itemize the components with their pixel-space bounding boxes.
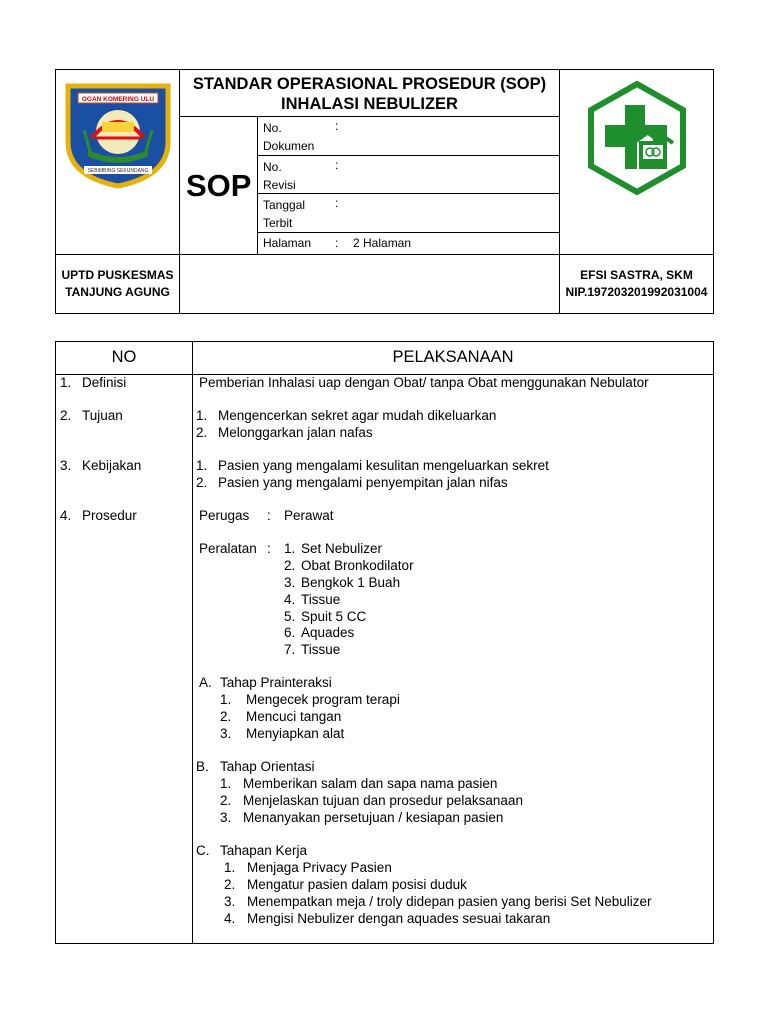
org-line-1: UPTD PUSKESMAS bbox=[61, 268, 174, 282]
list-item-number: 3. bbox=[284, 575, 296, 590]
list-item-number: 1. bbox=[220, 692, 232, 707]
stage-letter: B. bbox=[196, 759, 209, 774]
peralatan-colon: : bbox=[267, 541, 271, 556]
list-item: Tissue bbox=[301, 642, 341, 657]
meta-no-dokumen bbox=[263, 119, 314, 155]
peralatan-label: Peralatan bbox=[199, 541, 257, 556]
organization-name bbox=[56, 267, 179, 301]
list-item-number: 4. bbox=[284, 592, 296, 607]
list-item-number: 1. bbox=[224, 860, 236, 875]
list-item-number: 4. bbox=[224, 911, 236, 926]
meta-label: Terbit bbox=[263, 216, 293, 230]
row-label-kebijakan: Kebijakan bbox=[82, 458, 142, 473]
list-item: Mengencerkan sekret agar mudah dikeluarkan bbox=[218, 408, 497, 423]
meta-colon: : bbox=[335, 196, 339, 210]
list-item-number: 1. bbox=[220, 776, 232, 791]
title-line-2: INHALASI NEBULIZER bbox=[281, 95, 458, 113]
list-item: Menjelaskan tujuan dan prosedur pelaksanaan bbox=[243, 793, 523, 808]
list-item-number: 2. bbox=[220, 793, 232, 808]
petugas-label: Perugas bbox=[199, 508, 250, 523]
signer-name: EFSI SASTRA, SKM bbox=[580, 268, 693, 282]
crest-bottom-text: SEBIMBING SEKUNDANG bbox=[87, 168, 149, 174]
list-item-number: 1. bbox=[284, 541, 296, 556]
list-item: Mencuci tangan bbox=[246, 709, 342, 724]
list-item: Menjaga Privacy Pasien bbox=[247, 860, 392, 875]
list-item-number: 2. bbox=[196, 425, 208, 440]
meta-halaman-value: 2 Halaman bbox=[353, 236, 412, 250]
list-item: Melonggarkan jalan nafas bbox=[218, 425, 373, 440]
meta-colon: : bbox=[335, 236, 339, 250]
list-item-number: 2. bbox=[196, 475, 208, 490]
regency-crest-logo bbox=[62, 80, 174, 190]
petugas-colon: : bbox=[267, 508, 271, 523]
crest-top-text: OGAN KOMERING ULU bbox=[81, 96, 155, 103]
stage-b-title: Tahap Orientasi bbox=[220, 759, 315, 774]
title-line-1: STANDAR OPERASIONAL PROSEDUR (SOP) bbox=[192, 75, 547, 93]
list-item-number: 5. bbox=[284, 609, 296, 624]
petugas-value: Perawat bbox=[284, 508, 334, 523]
list-item: Obat Bronkodilator bbox=[301, 558, 414, 573]
meta-label: Revisi bbox=[263, 178, 296, 192]
signer-nip: NIP.197203201992031004 bbox=[565, 285, 708, 299]
list-item: Menyiapkan alat bbox=[246, 726, 345, 741]
list-item-number: 1. bbox=[196, 458, 208, 473]
list-item-number: 6. bbox=[284, 625, 296, 640]
row-label-tujuan: Tujuan bbox=[82, 408, 123, 423]
meta-tanggal-terbit bbox=[263, 196, 305, 232]
sop-label: SOP bbox=[186, 168, 252, 203]
list-item-number: 1. bbox=[196, 408, 208, 423]
list-item: Spuit 5 CC bbox=[301, 609, 367, 624]
signer-block bbox=[560, 267, 713, 301]
list-item: Memberikan salam dan sapa nama pasien bbox=[243, 776, 498, 791]
meta-label: No. bbox=[263, 160, 282, 174]
stage-a-title: Tahap Prainteraksi bbox=[220, 675, 332, 690]
meta-label: No. bbox=[263, 121, 282, 135]
row-no: 4. bbox=[60, 508, 72, 523]
list-item: Menempatkan meja / troly didepan pasien yang berisi Set Nebulizer bbox=[247, 894, 652, 909]
stage-c-title: Tahapan Kerja bbox=[220, 843, 308, 858]
list-item: Set Nebulizer bbox=[301, 541, 383, 556]
row-label-definisi: Definisi bbox=[82, 375, 127, 390]
org-line-2: TANJUNG AGUNG bbox=[65, 285, 170, 299]
row-no: 3. bbox=[60, 458, 72, 473]
list-item: Aquades bbox=[301, 625, 355, 640]
list-item: Mengatur pasien dalam posisi duduk bbox=[247, 877, 467, 892]
meta-halaman-label: Halaman bbox=[263, 236, 312, 250]
stage-letter: A. bbox=[199, 675, 212, 690]
list-item: Mengecek program terapi bbox=[246, 692, 400, 707]
column-header-pelaksanaan: PELAKSANAAN bbox=[392, 348, 514, 366]
meta-no-revisi bbox=[263, 158, 296, 194]
column-header-no: NO bbox=[111, 348, 137, 366]
document-title bbox=[180, 74, 559, 114]
row-label-prosedur: Prosedur bbox=[82, 508, 137, 523]
list-item-number: 2. bbox=[224, 877, 236, 892]
list-item: Pasien yang mengalami penyempitan jalan nifas bbox=[218, 475, 508, 490]
list-item: Bengkok 1 Buah bbox=[301, 575, 401, 590]
meta-label: Tanggal bbox=[263, 198, 306, 212]
list-item-number: 3. bbox=[220, 810, 232, 825]
meta-colon: : bbox=[335, 158, 339, 172]
list-item-number: 7. bbox=[284, 642, 296, 657]
list-item-number: 3. bbox=[220, 726, 232, 741]
list-item: Pasien yang mengalami kesulitan mengeluarkan sekret bbox=[218, 458, 549, 473]
meta-label: Dokumen bbox=[263, 139, 315, 153]
puskesmas-logo bbox=[587, 81, 687, 195]
list-item: Mengisi Nebulizer dengan aquades sesuai takaran bbox=[247, 911, 551, 926]
list-item: Tissue bbox=[301, 592, 341, 607]
definisi-text: Pemberian Inhalasi uap dengan Obat/ tanpa Obat menggunakan Nebulator bbox=[199, 375, 649, 390]
list-item-number: 2. bbox=[284, 558, 296, 573]
meta-colon: : bbox=[335, 119, 339, 133]
row-no: 2. bbox=[60, 408, 72, 423]
list-item: Menanyakan persetujuan / kesiapan pasien bbox=[243, 810, 504, 825]
list-item-number: 3. bbox=[224, 894, 236, 909]
list-item-number: 2. bbox=[220, 709, 232, 724]
row-no: 1. bbox=[60, 375, 72, 390]
stage-letter: C. bbox=[196, 843, 210, 858]
